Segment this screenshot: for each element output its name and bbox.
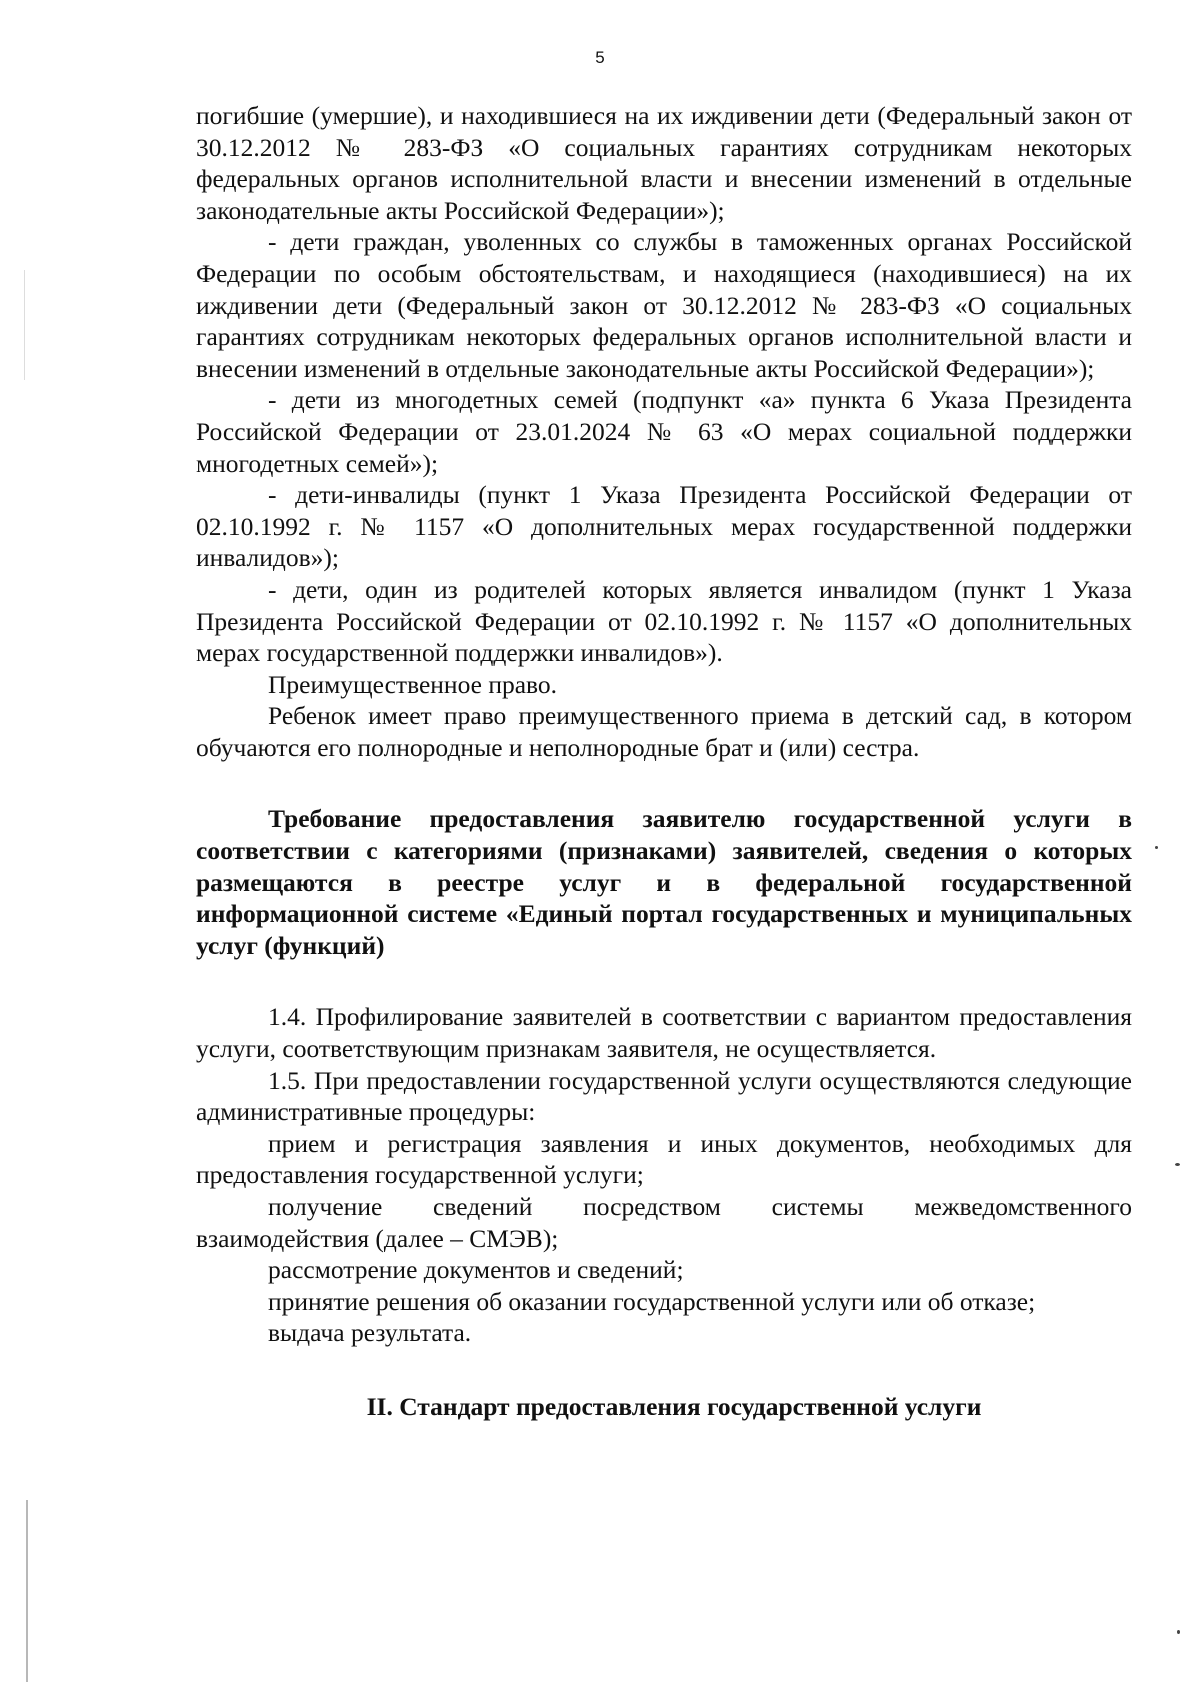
paragraph: погибшие (умершие), и находившиеся на их иждивении дети (Федеральный закон от 30.12.2012 № 283-ФЗ «О социальных гарантиях сотрудникам некоторых федеральных органов исполнительной власти и внесении изменений в отдельные законодательные акты Российской Федерации»); xyxy=(196,101,1132,225)
list-item: - дети, один из родителей которых является инвалидом (пункт 1 Указа Президента Российской Федерации от 02.10.1992 г. № 1157 «О дополнительных мерах государственной поддержки инвалидов»). xyxy=(196,574,1132,668)
list-item: - дети граждан, уволенных со службы в таможенных органах Российской Федерации по особым обстоятельствам, и находящиеся (находившиеся) на их иждивении дети (Федеральный закон от 30.12.2012 № 283-ФЗ «О социальных гарантиях сотрудникам некоторых федеральных органов исполнительной власти и внесении изменений в отдельные законодательные акты Российской Федерации»); xyxy=(196,227,1132,383)
list-item: принятие решения об оказании государственной услуги или об отказе; xyxy=(268,1286,1036,1316)
paragraph: Ребенок имеет право преимущественного приема в детский сад, в котором обучаются его полнородные и неполнородные брат и (или) сестра. xyxy=(196,701,1132,762)
section-title: II. Стандарт предоставления государственной услуги xyxy=(366,1391,982,1421)
list-item: получение сведений посредством системы межведомственного взаимодействия (далее – СМЭВ); xyxy=(196,1192,1132,1253)
document-body xyxy=(196,100,1132,1423)
scan-speck xyxy=(1155,846,1158,849)
paragraph: Преимущественное право. xyxy=(268,669,558,699)
list-item: выдача результата. xyxy=(268,1318,472,1348)
scan-margin-line xyxy=(26,1500,28,1682)
page-number: 5 xyxy=(595,48,605,67)
list-item: - дети из многодетных семей (подпункт «а» пункта 6 Указа Президента Российской Федерации от 23.01.2024 № 63 «О мерах социальной поддержки многодетных семей»); xyxy=(196,385,1132,478)
list-item: рассмотрение документов и сведений; xyxy=(268,1255,684,1285)
paragraph: 1.5. При предоставлении государственной услуги осуществляются следующие административные процедуры: xyxy=(196,1065,1132,1127)
scan-speck xyxy=(1175,1163,1180,1166)
section-heading: Требование предоставления заявителю государственной услуги в соответствии с категориями (признаками) заявителей, сведения о которых размещаются в реестре услуг и в федеральной государственной информационной системе «Единый портал государственных и муниципальных услуг (функций) xyxy=(196,804,1132,960)
list-item: - дети-инвалиды (пункт 1 Указа Президента Российской Федерации от 02.10.1992 г. № 1157 «О дополнительных мерах государственной поддержки инвалидов»); xyxy=(196,480,1132,573)
scan-speck xyxy=(1177,1630,1180,1634)
list-item: прием и регистрация заявления и иных документов, необходимых для предоставления государственной услуги; xyxy=(196,1128,1132,1190)
paragraph: 1.4. Профилирование заявителей в соответствии с вариантом предоставления услуги, соответствующим признакам заявителя, не осуществляется. xyxy=(196,1002,1132,1064)
scan-margin-line xyxy=(24,270,25,380)
